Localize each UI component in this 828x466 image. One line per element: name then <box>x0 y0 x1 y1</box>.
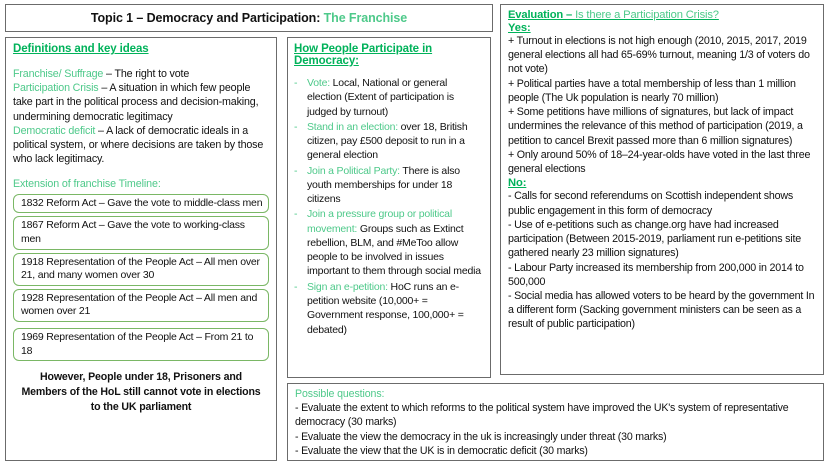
definition-term: Franchise/ Suffrage <box>13 68 104 80</box>
possible-questions-panel <box>287 383 824 461</box>
definition-term: Democratic deficit <box>13 124 96 137</box>
list-item-lead: Stand in an election: <box>307 120 398 133</box>
possible-questions-list <box>295 401 816 459</box>
list-item-body: over 18, British citizen, pay £500 deposit to run in a general election <box>307 120 468 162</box>
dash-bullet-icon: - <box>294 120 298 133</box>
list-item-lead: Sign an e-petition: <box>307 280 388 293</box>
list-item-body: There is also youth memberships for under 18 citizens <box>307 164 460 206</box>
list-item-body: HoC runs an e-petition website (10,000+ = Government response, 100,000+ = debated) <box>307 280 464 336</box>
evaluation-point: + Only around 50% of 18–24-year-olds have voted in the last three general elections <box>508 148 811 176</box>
list-item-text <box>307 120 484 163</box>
definition-item <box>13 81 269 124</box>
timeline-item-1832: 1832 Reform Act – Gave the vote to middle-class men <box>13 194 269 214</box>
definition-term: Participation Crisis <box>13 82 99 95</box>
list-item <box>294 207 484 278</box>
evaluation-heading-question: Is there a Participation Crisis? <box>575 9 719 21</box>
topic-title-box <box>5 4 493 32</box>
definitions-panel <box>5 37 277 461</box>
list-item-body: Groups such as Extinct rebellion, BLM, and #MeToo allow people to be involved in issues important to them through social media <box>307 222 481 278</box>
list-item-lead: Vote: <box>307 77 330 89</box>
dash-bullet-icon: - <box>294 208 298 221</box>
evaluation-no-points <box>508 189 817 331</box>
evaluation-yes-label: Yes: <box>508 22 531 34</box>
question-item: - Evaluate the view that the UK is in democratic deficit (30 marks) <box>295 445 588 458</box>
page-title <box>91 11 407 25</box>
evaluation-point: + Political parties have a total membership of less than 1 million people (The Uk population is nearly 70 million) <box>508 77 796 104</box>
evaluation-point: - Labour Party increased its membership from 200,000 in 2014 to 500,000 <box>508 261 804 288</box>
timeline-item-1918: 1918 Representation of the People Act – All men over 21, and many women over 30 <box>13 253 269 286</box>
participation-heading: How People Participate in Democracy: <box>294 43 433 67</box>
possible-questions-heading: Possible questions: <box>295 388 385 400</box>
list-item-text <box>307 76 484 119</box>
timeline-heading: Extension of franchise Timeline: <box>13 177 161 190</box>
participation-list <box>294 76 484 337</box>
list-item-text <box>307 207 484 278</box>
evaluation-point: - Calls for second referendums on Scottish independent shows public engagement in this form of democracy <box>508 190 794 217</box>
evaluation-point: - Use of e-petitions such as change.org have had increased participation (Between 2015-2019, parliament run e-petitions site gathered nearly 23 million signatures) <box>508 218 801 260</box>
question-item: - Evaluate the extent to which reforms to the political system have improved the UK's system of representative democracy (30 marks) <box>295 402 789 429</box>
definition-text: – A lack of democratic ideals in a political system, or where decisions are taken by those who lack legitimacy. <box>13 124 264 166</box>
list-item-text <box>307 164 484 207</box>
list-item-lead: Join a Political Party: <box>307 164 400 177</box>
list-item <box>294 120 484 163</box>
evaluation-heading-label: Evaluation – <box>508 9 576 21</box>
page-title-accent: The Franchise <box>323 11 408 25</box>
participation-panel <box>287 37 491 378</box>
definition-text: – A situation in which few people take part in the political process and decision-making, undermining democratic legitimacy <box>13 82 259 123</box>
definition-text: – The right to vote <box>103 68 190 80</box>
evaluation-no-label: No: <box>508 177 527 190</box>
dash-bullet-icon: - <box>294 280 298 293</box>
list-item-text <box>307 280 484 337</box>
evaluation-point: - Social media has allowed voters to be heard by the government In a different form (Sacking government ministers can be seen as a result of public participation) <box>508 289 815 331</box>
evaluation-point: + Turnout in elections is not high enough (2010, 2015, 2017, 2019 general elections all had 65-69% turnout, meaning 1/3 of voters do not vote) <box>508 35 810 76</box>
evaluation-heading <box>508 9 817 21</box>
definitions-list <box>13 67 269 167</box>
definition-item <box>13 67 269 81</box>
evaluation-point: + Some petitions have millions of signatures, but lack of impact undermines the relevance of this method of participation (2019, a petition to cancel Brexit passed more than 6 million signatures) <box>508 106 803 147</box>
list-item <box>294 164 484 207</box>
evaluation-panel <box>500 4 824 375</box>
dash-bullet-icon: - <box>294 77 298 89</box>
timeline-item-1928: 1928 Representation of the People Act – All men and women over 21 <box>13 289 269 322</box>
definitions-heading: Definitions and key ideas <box>13 43 149 55</box>
timeline-item-1969: 1969 Representation of the People Act – From 21 to 18 <box>13 328 269 361</box>
evaluation-yes-points <box>508 34 817 176</box>
page-title-main: Topic 1 – Democracy and Participation: <box>90 11 324 25</box>
definition-item <box>13 124 269 167</box>
list-item-body: Local, National or general election (Extent of participation is judged by turnout) <box>307 77 454 118</box>
exclusions-note: However, People under 18, Prisoners and Members of the HoL still cannot vote in elections to the UK parliament <box>21 371 261 414</box>
dash-bullet-icon: - <box>294 164 298 177</box>
question-item: - Evaluate the view the democracy in the uk is increasingly under threat (30 marks) <box>295 430 667 443</box>
list-item <box>294 76 484 119</box>
list-item <box>294 280 484 337</box>
list-item-lead: Join a pressure group or political movement: <box>307 208 452 235</box>
timeline-item-1867: 1867 Reform Act – Gave the vote to working-class men <box>13 216 269 249</box>
